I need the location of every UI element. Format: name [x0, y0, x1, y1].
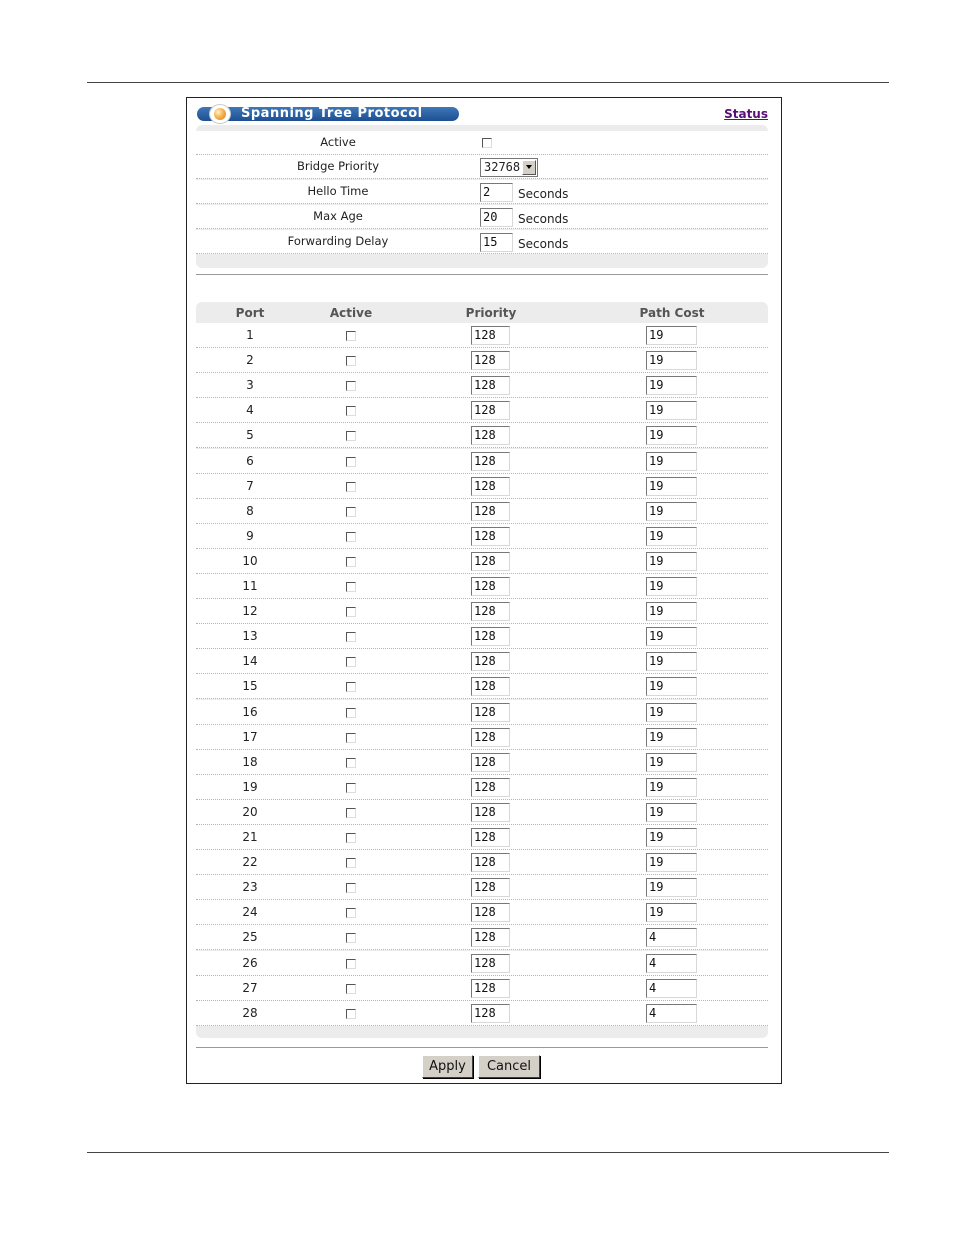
- port-path-cost-input[interactable]: 19: [646, 376, 697, 395]
- port-number: 9: [246, 528, 254, 543]
- port-priority-input[interactable]: 128: [471, 602, 510, 621]
- port-path-cost-input[interactable]: 19: [646, 452, 697, 471]
- port-priority-input[interactable]: 128: [471, 878, 510, 897]
- port-number: 27: [242, 980, 258, 995]
- port-active-checkbox[interactable]: [346, 457, 356, 467]
- port-path-cost-input[interactable]: 19: [646, 878, 697, 897]
- bridge-priority-row: [196, 155, 768, 179]
- apply-button[interactable]: Apply: [422, 1055, 473, 1078]
- max-age-input[interactable]: 20: [480, 208, 513, 227]
- port-active-checkbox[interactable]: [346, 657, 356, 667]
- port-priority-input[interactable]: 128: [471, 502, 510, 521]
- port-number: 2: [246, 353, 254, 368]
- port-number: 6: [246, 453, 254, 468]
- port-priority-input[interactable]: 128: [471, 452, 510, 471]
- port-number: 4: [246, 403, 254, 418]
- port-active-checkbox[interactable]: [346, 933, 356, 943]
- port-number: 16: [242, 704, 258, 719]
- page-title: Spanning Tree Protocol: [241, 106, 423, 121]
- port-path-cost-input[interactable]: 19: [646, 853, 697, 872]
- port-active-checkbox[interactable]: [346, 883, 356, 893]
- port-priority-input[interactable]: 128: [471, 627, 510, 646]
- active-label: Active: [320, 135, 356, 149]
- port-priority-input[interactable]: 128: [471, 1004, 510, 1023]
- port-number: 1: [246, 328, 254, 342]
- table-row: [196, 674, 768, 699]
- bridge-priority-select[interactable]: [480, 158, 538, 177]
- port-path-cost-input[interactable]: 19: [646, 602, 697, 621]
- table-row: [196, 775, 768, 800]
- table-row: [196, 499, 768, 524]
- port-active-checkbox[interactable]: [346, 632, 356, 642]
- port-number: 14: [242, 654, 258, 669]
- port-number: 18: [242, 754, 258, 769]
- port-number: 5: [246, 428, 254, 443]
- forwarding-delay-row: [196, 230, 768, 254]
- port-number: 28: [242, 1005, 258, 1020]
- table-row: [196, 524, 768, 549]
- port-active-checkbox[interactable]: [346, 356, 356, 366]
- port-active-checkbox[interactable]: [346, 532, 356, 542]
- stp-active-checkbox[interactable]: [482, 138, 492, 148]
- table-row: [196, 976, 768, 1001]
- port-active-checkbox[interactable]: [346, 984, 356, 994]
- port-priority-input[interactable]: 128: [471, 979, 510, 998]
- port-priority-input[interactable]: 128: [471, 928, 510, 947]
- port-path-cost-input[interactable]: 19: [646, 652, 697, 671]
- port-priority-input[interactable]: 128: [471, 853, 510, 872]
- header-port: Port: [235, 306, 265, 320]
- bridge-priority-value: 32768: [484, 160, 521, 174]
- max-age-label: Max Age: [313, 209, 363, 223]
- port-active-checkbox[interactable]: [346, 557, 356, 567]
- table-row: [196, 624, 768, 649]
- table-row: [196, 750, 768, 775]
- port-active-checkbox[interactable]: [346, 758, 356, 768]
- port-path-cost-input[interactable]: 19: [646, 401, 697, 420]
- port-priority-input[interactable]: 128: [471, 477, 510, 496]
- header-active: Active: [329, 306, 373, 320]
- table-row: [196, 423, 768, 448]
- status-link[interactable]: Status: [724, 107, 768, 121]
- port-path-cost-input[interactable]: 4: [646, 979, 697, 998]
- port-path-cost-input[interactable]: 19: [646, 477, 697, 496]
- hello-time-row: [196, 180, 768, 204]
- port-path-cost-input[interactable]: 19: [646, 351, 697, 370]
- page-top-rule: [87, 82, 889, 83]
- bridge-priority-label: Bridge Priority: [296, 159, 380, 173]
- table-row: [196, 398, 768, 423]
- port-priority-input[interactable]: 128: [471, 778, 510, 797]
- divider: [196, 1047, 768, 1048]
- port-active-checkbox[interactable]: [346, 482, 356, 492]
- port-number: 7: [246, 478, 254, 493]
- port-number: 23: [242, 880, 258, 895]
- port-path-cost-input[interactable]: 19: [646, 778, 697, 797]
- port-number: 26: [242, 955, 258, 970]
- port-path-cost-input[interactable]: 19: [646, 527, 697, 546]
- page-bottom-rule: [87, 1152, 889, 1153]
- table-row: [196, 474, 768, 499]
- table-row: [196, 649, 768, 674]
- hello-time-label: Hello Time: [307, 184, 369, 198]
- port-path-cost-input[interactable]: 19: [646, 627, 697, 646]
- port-number: 8: [246, 503, 254, 518]
- table-row: [196, 850, 768, 875]
- port-table-header: [196, 302, 768, 322]
- port-active-checkbox[interactable]: [346, 607, 356, 617]
- port-number: 15: [242, 679, 258, 694]
- port-path-cost-input[interactable]: 19: [646, 552, 697, 571]
- orb-icon: [209, 104, 231, 124]
- port-active-checkbox[interactable]: [346, 858, 356, 868]
- port-number: 10: [242, 553, 258, 568]
- port-number: 17: [242, 729, 258, 744]
- table-row: [196, 925, 768, 950]
- port-path-cost-input[interactable]: 19: [646, 828, 697, 847]
- max-age-unit: Seconds: [518, 212, 569, 226]
- port-table: [196, 302, 768, 1038]
- port-path-cost-input[interactable]: 4: [646, 928, 697, 947]
- port-active-checkbox[interactable]: [346, 331, 356, 341]
- port-priority-input[interactable]: 128: [471, 376, 510, 395]
- port-priority-input[interactable]: 128: [471, 351, 510, 370]
- port-priority-input[interactable]: 128: [471, 828, 510, 847]
- port-priority-input[interactable]: 128: [471, 703, 510, 722]
- port-priority-input[interactable]: 128: [471, 954, 510, 973]
- port-active-checkbox[interactable]: [346, 381, 356, 391]
- port-active-checkbox[interactable]: [346, 833, 356, 843]
- hello-time-input[interactable]: 2: [480, 183, 513, 202]
- port-active-checkbox[interactable]: [346, 708, 356, 718]
- port-active-checkbox[interactable]: [346, 406, 356, 416]
- max-age-row: [196, 205, 768, 229]
- port-number: 3: [246, 378, 254, 393]
- port-number: 25: [242, 930, 258, 945]
- forwarding-delay-unit: Seconds: [518, 237, 569, 251]
- port-active-checkbox[interactable]: [346, 582, 356, 592]
- port-priority-input[interactable]: 128: [471, 401, 510, 420]
- port-priority-input[interactable]: 128: [471, 652, 510, 671]
- table-row: [196, 373, 768, 398]
- port-path-cost-input[interactable]: 19: [646, 753, 697, 772]
- port-path-cost-input[interactable]: 19: [646, 728, 697, 747]
- port-active-checkbox[interactable]: [346, 808, 356, 818]
- table-row: [196, 700, 768, 725]
- port-active-checkbox[interactable]: [346, 908, 356, 918]
- table-row: [196, 449, 768, 474]
- port-path-cost-input[interactable]: 4: [646, 954, 697, 973]
- port-number: 19: [242, 779, 258, 794]
- forwarding-delay-label: Forwarding Delay: [287, 234, 389, 248]
- port-priority-input[interactable]: 128: [471, 803, 510, 822]
- port-priority-input[interactable]: 128: [471, 527, 510, 546]
- cancel-button[interactable]: Cancel: [478, 1055, 540, 1078]
- settings-panel: [196, 125, 768, 268]
- port-priority-input[interactable]: 128: [471, 677, 510, 696]
- port-number: 24: [242, 905, 258, 920]
- hello-time-unit: Seconds: [518, 187, 569, 201]
- port-active-checkbox[interactable]: [346, 507, 356, 517]
- port-priority-input[interactable]: 128: [471, 426, 510, 445]
- table-row: [196, 1001, 768, 1026]
- port-priority-input[interactable]: 128: [471, 552, 510, 571]
- table-row: [196, 348, 768, 373]
- header-priority: Priority: [465, 306, 517, 320]
- port-priority-input[interactable]: 128: [471, 903, 510, 922]
- port-active-checkbox[interactable]: [346, 783, 356, 793]
- active-row: [196, 131, 768, 155]
- port-path-cost-input[interactable]: 4: [646, 1004, 697, 1023]
- port-priority-input[interactable]: 128: [471, 753, 510, 772]
- forwarding-delay-input[interactable]: 15: [480, 233, 513, 252]
- port-path-cost-input[interactable]: 19: [646, 803, 697, 822]
- port-number: 21: [242, 830, 258, 844]
- port-path-cost-input[interactable]: 19: [646, 426, 697, 445]
- port-path-cost-input[interactable]: 19: [646, 577, 697, 596]
- table-row: [196, 800, 768, 825]
- port-path-cost-input[interactable]: 19: [646, 502, 697, 521]
- port-active-checkbox[interactable]: [346, 959, 356, 969]
- port-path-cost-input[interactable]: 19: [646, 703, 697, 722]
- port-priority-input[interactable]: 128: [471, 728, 510, 747]
- chevron-down-icon[interactable]: [522, 160, 536, 175]
- header-path-cost: Path Cost: [639, 306, 705, 320]
- stp-panel: [186, 97, 782, 1084]
- port-number: 13: [242, 629, 258, 644]
- port-priority-input[interactable]: 128: [471, 326, 510, 345]
- divider: [196, 274, 768, 275]
- table-row: [196, 549, 768, 574]
- port-priority-input[interactable]: 128: [471, 577, 510, 596]
- port-active-checkbox[interactable]: [346, 733, 356, 743]
- table-row: [196, 900, 768, 925]
- table-row: [196, 825, 768, 850]
- table-row: [196, 323, 768, 348]
- port-active-checkbox[interactable]: [346, 431, 356, 441]
- port-path-cost-input[interactable]: 19: [646, 903, 697, 922]
- table-row: [196, 951, 768, 976]
- port-path-cost-input[interactable]: 19: [646, 326, 697, 345]
- port-active-checkbox[interactable]: [346, 682, 356, 692]
- port-path-cost-input[interactable]: 19: [646, 677, 697, 696]
- table-row: [196, 875, 768, 900]
- port-number: 12: [242, 604, 258, 619]
- action-bar: [187, 1055, 783, 1079]
- port-number: 11: [242, 579, 258, 593]
- table-row: [196, 599, 768, 624]
- table-row: [196, 574, 768, 599]
- port-number: 22: [242, 855, 258, 870]
- port-number: 20: [242, 804, 258, 819]
- port-active-checkbox[interactable]: [346, 1009, 356, 1019]
- table-row: [196, 725, 768, 750]
